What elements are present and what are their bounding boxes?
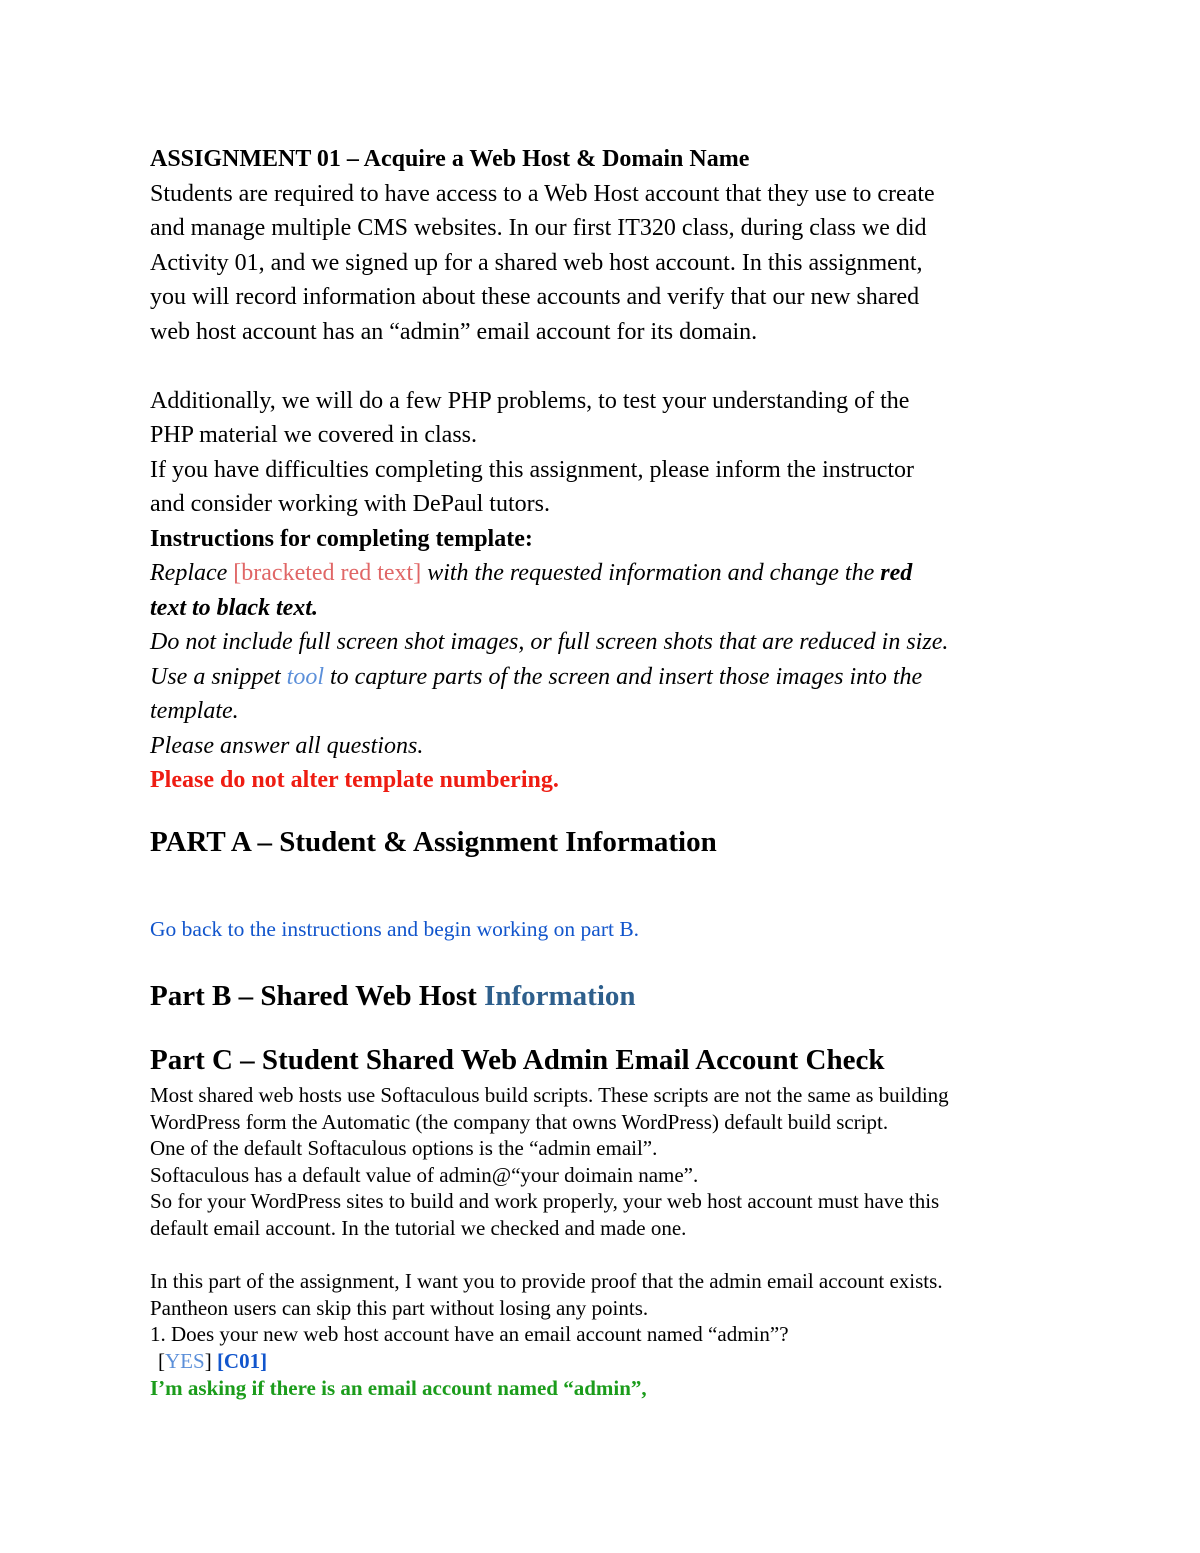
part-c-heading: Part C – Student Shared Web Admin Email Account Check [150,1044,885,1077]
instruction-answer-all: Please answer all questions. [150,732,424,759]
text-line: Most shared web hosts use Softaculous build scripts. These scripts are not the same as building [150,1083,949,1108]
part-c-paragraph-1 [150,1082,1050,1242]
intro-paragraph-3 [150,453,1050,522]
instruction-text: Use a snippet [150,663,287,690]
text-line: Activity 01, and we signed up for a shared web host account. In this assignment, [150,249,923,276]
text-line: Pantheon users can skip this part without losing any points. [150,1295,649,1320]
instruction-numbering-warning: Please do not alter template numbering. [150,767,559,793]
intro-paragraph-1 [150,177,1050,350]
text-line: Softaculous has a default value of admin@“your doimain name”. [150,1162,699,1187]
answer-line [150,1348,1050,1375]
text-line: and consider working with DePaul tutors. [150,491,550,517]
part-c-paragraph-2 [150,1268,1050,1321]
instruction-snippet-tool [150,660,1050,695]
question-1: 1. Does your new web host account have an email account named “admin”? [150,1322,789,1347]
instructor-note-green: I’m asking if there is an email account named “admin”, [150,1375,647,1400]
text-line: In this part of the assignment, I want you to provide proof that the admin email account exists. [150,1269,943,1294]
text-line: So for your WordPress sites to build and work properly, your web host account must have this [150,1189,940,1214]
bracketed-red-text-sample: [bracketed red text] [233,560,422,586]
instruction-replace [150,556,1050,591]
part-b-heading [150,978,1050,1014]
assignment-title: ASSIGNMENT 01 – Acquire a Web Host & Domain Name [150,146,750,172]
bracket: [ [158,1349,165,1374]
text-line: WordPress form the Automatic (the company that owns WordPress) default build script. [150,1109,889,1134]
instruction-snippet-tool-cont: template. [150,698,239,724]
text-line: PHP material we covered in class. [150,422,478,448]
text-line: One of the default Softaculous options is the “admin email”. [150,1136,658,1161]
text-line: Additionally, we will do a few PHP problems, to test your understanding of the [150,387,910,414]
text-line: and manage multiple CMS websites. In our first IT320 class, during class we did [150,215,927,241]
snippet-tool-link[interactable]: tool [286,663,324,690]
text-line: Students are required to have access to a Web Host account that they use to create [150,180,935,207]
bracket: ] [204,1349,212,1374]
part-a-note: Go back to the instructions and begin working on part B. [150,916,640,941]
document-page [150,142,1050,1401]
instruction-emphasis: red [880,560,913,586]
instruction-replace-cont: text to black text. [150,594,318,621]
part-a-heading: PART A – Student & Assignment Information [150,825,717,858]
instruction-no-full-screenshots: Do not include full screen shot images, or full screen shots that are reduced in size. [150,629,949,655]
instruction-text: to capture parts of the screen and insert those images into the [324,663,923,690]
part-b-heading-text: Part B – Shared Web Host [150,980,485,1013]
text-line: If you have difficulties completing this assignment, please inform the instructor [150,456,915,483]
instructions-heading: Instructions for completing template: [150,525,533,552]
text-line: default email account. In the tutorial we checked and made one. [150,1216,687,1241]
text-line: you will record information about these accounts and verify that our new shared [150,284,920,310]
instruction-text: Replace [150,560,234,586]
text-line: web host account has an “admin” email account for its domain. [150,318,758,345]
answer-code-c01: [C01] [216,1349,268,1374]
answer-yes-field[interactable]: YES [165,1349,205,1374]
part-b-heading-information: Information [484,980,636,1013]
intro-paragraph-2 [150,384,1050,453]
instruction-text: with the requested information and change the [421,560,881,586]
